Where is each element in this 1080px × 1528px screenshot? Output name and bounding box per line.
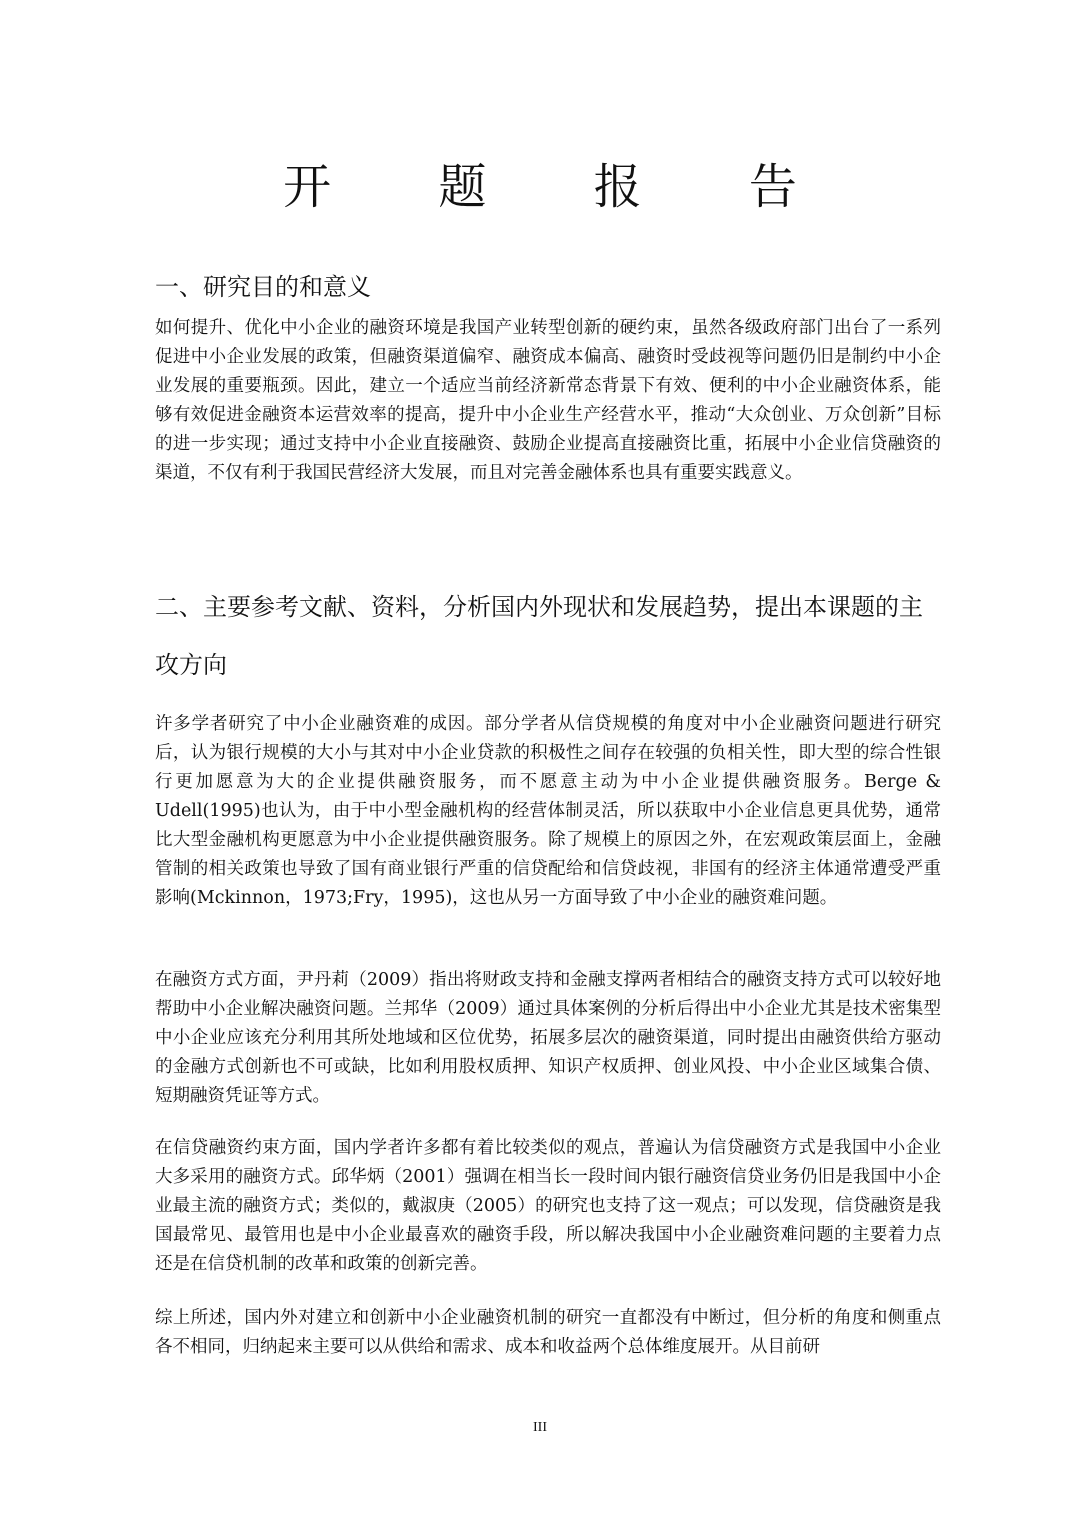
- section-2-paragraph-3: 在信贷融资约束方面，国内学者许多都有着比较类似的观点，普遍认为信贷融资方式是我国中小企业大多采用的融资方式。邱华炳（2001）强调在相当长一段时间内银行融资信贷业务仍旧是我国中小企业最主流的融资方式；类似的，戴淑庚（2005）的研究也支持了这一观点；可以发现，信贷融资是我国最常见、最管用也是中小企业最喜欢的融资手段，所以解决我国中小企业融资难问题的主要着力点还是在信贷机制的改革和政策的创新完善。: [155, 1138, 941, 1274]
- section-1-heading: 一、研究目的和意义: [155, 273, 371, 301]
- page-number: III: [533, 1420, 547, 1435]
- section-2-paragraph-1: 许多学者研究了中小企业融资难的成因。部分学者从信贷规模的角度对中小企业融资问题进行研究后，认为银行规模的大小与其对中小企业贷款的积极性之间存在较强的负相关性，即大型的综合性银行更加愿意为大的企业提供融资服务，而不愿意主动为中小企业提供融资服务。Berge & Udell(1995)也认为，由于中小型金融机构的经营体制灵活，所以获取中小企业信息更具优势，通常比大型金融机构更愿意为中小企业提供融资服务。除了规模上的原因之外，在宏观政策层面上，金融管制的相关政策也导致了国有商业银行严重的信贷配给和信贷歧视，非国有的经济主体通常遭受严重影响(Mckinnon，1973;Fry，1995)，这也从另一方面导致了中小企业的融资难问题。: [155, 714, 941, 908]
- section-2-paragraph-4: 综上所述，国内外对建立和创新中小企业融资机制的研究一直都没有中断过，但分析的角度和侧重点各不相同，归纳起来主要可以从供给和需求、成本和收益两个总体维度展开。从目前研: [155, 1308, 941, 1357]
- section-2-heading: 二、主要参考文献、资料，分析国内外现状和发展趋势，提出本课题的主攻方向: [155, 593, 923, 679]
- section-1-paragraph-1: 如何提升、优化中小企业的融资环境是我国产业转型创新的硬约束，虽然各级政府部门出台了一系列促进中小企业发展的政策，但融资渠道偏窄、融资成本偏高、融资时受歧视等问题仍旧是制约中小企业发展的重要瓶颈。因此，建立一个适应当前经济新常态背景下有效、便利的中小企业融资体系，能够有效促进金融资本运营效率的提高，提升中小企业生产经营水平，推动“大众创业、万众创新”目标的进一步实现；通过支持中小企业直接融资、鼓励企业提高直接融资比重，拓展中小企业信贷融资的渠道，不仅有利于我国民营经济大发展，而且对完善金融体系也具有重要实践意义。: [155, 318, 941, 483]
- page-title: 开 题 报 告: [283, 159, 843, 215]
- section-2-paragraph-2: 在融资方式方面，尹丹莉（2009）指出将财政支持和金融支撑两者相结合的融资支持方式可以较好地帮助中小企业解决融资问题。兰邦华（2009）通过具体案例的分析后得出中小企业尤其是技术密集型中小企业应该充分利用其所处地域和区位优势，拓展多层次的融资渠道，同时提出由融资供给方驱动的金融方式创新也不可或缺，比如利用股权质押、知识产权质押、创业风投、中小企业区域集合债、短期融资凭证等方式。: [155, 970, 941, 1106]
